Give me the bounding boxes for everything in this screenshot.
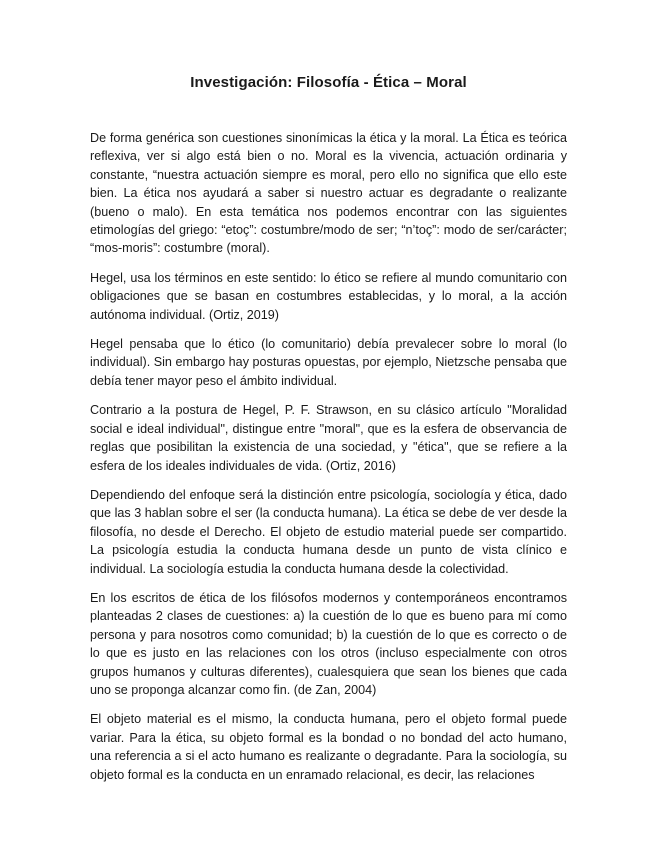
paragraph-hegel-terminos: Hegel, usa los términos en este sentido: lo ético se refiere al mundo comunitario con obligaciones que se basan en costumbres establecidas, y lo moral, a la acción autónoma individual. (Ortiz, 2019) xyxy=(90,270,567,322)
paragraph-strawson: Contrario a la postura de Hegel, P. F. Strawson, en su clásico artículo "Moralidad social e ideal individual", distingue entre "moral", que es la esfera de observancia de reglas que posibilitan la existencia de una sociedad, y "ética", que se refiere a la esfera de los ideales individuales de vida. (Ortiz, 2016) xyxy=(90,403,567,473)
paragraph-psicologia-sociologia-etica: Dependiendo del enfoque será la distinción entre psicología, sociología y ética, dado que las 3 hablan sobre el ser (la conducta humana). La ética se debe de ver desde la filosofía, no desde el Derecho. El objeto de estudio material puede ser compartido. La psicología estudia la conducta humana desde un punto de vista clínico e individual. La sociología estudia la conducta humana desde la colectividad. xyxy=(90,487,567,576)
paragraph-filosofos-modernos: En los escritos de ética de los filósofos modernos y contemporáneos encontramos planteadas 2 clases de cuestiones: a) la cuestión de lo que es bueno para mí como persona y para nosotros como comunidad; b) la cuestión de lo que es correcto o de lo que es justo en las relaciones con los otros (incluso especialmente con otros grupos humanos y culturas diferentes), cualesquiera que sean los bienes que cada uno se proponga alcanzar como fin. (de Zan, 2004) xyxy=(90,590,567,697)
paragraph-hegel-nietzsche: Hegel pensaba que lo ético (lo comunitario) debía prevalecer sobre lo moral (lo individual). Sin embargo hay posturas opuestas, por ejemplo, Nietzsche pensaba que debía tener mayor peso el ámbito individual. xyxy=(90,337,567,388)
paragraph-objeto-material-formal: El objeto material es el mismo, la conducta humana, pero el objeto formal puede variar. Para la ética, su objeto formal es la bondad o no bondad del acto humano, una referencia a si el acto humano es realizante o degradante. Para la sociología, su objeto formal es la conducta en un enramado relacional, es decir, las relaciones xyxy=(90,712,567,782)
document-title: Investigación: Filosofía - Ética – Moral xyxy=(190,74,467,91)
paragraph-etica-moral-definicion: De forma genérica son cuestiones sinonímicas la ética y la moral. La Ética es teórica reflexiva, ver si algo está bien o no. Moral es la vivencia, actuación ordinaria y constante, “nuestra actuación siempre es moral, pero ello no significa que ello este bien. La ética nos ayudará a saber si nuestro actuar es degradante o realizante (bueno o malo). En esta temática nos podemos encontrar con las siguientes etimologías del griego: “etoç”: costumbre/modo de ser; “n’toç”: modo de ser/carácter; “mos-moris”: costumbre (moral). xyxy=(90,131,567,256)
